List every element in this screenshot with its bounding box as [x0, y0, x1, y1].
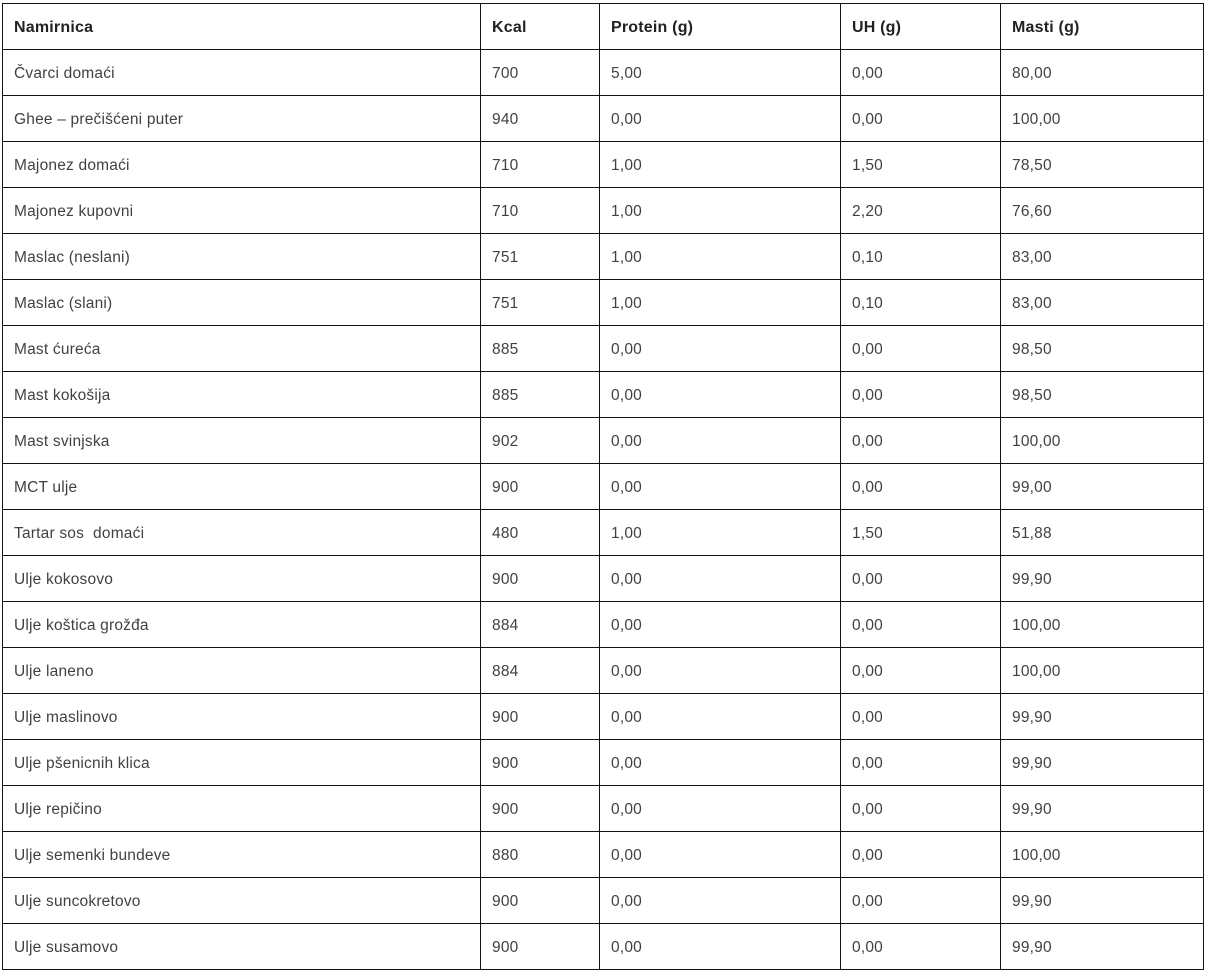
cell-kcal: 710	[481, 142, 600, 188]
cell-masti: 100,00	[1001, 96, 1204, 142]
cell-namirnica: Ulje kokosovo	[3, 556, 481, 602]
cell-uh: 0,00	[841, 648, 1001, 694]
cell-protein: 1,00	[600, 234, 841, 280]
table-row	[3, 648, 1204, 694]
cell-namirnica: Čvarci domaći	[3, 50, 481, 96]
cell-uh: 0,00	[841, 50, 1001, 96]
cell-masti: 99,90	[1001, 740, 1204, 786]
cell-masti: 100,00	[1001, 602, 1204, 648]
table-row	[3, 556, 1204, 602]
cell-kcal: 900	[481, 556, 600, 602]
cell-masti: 99,90	[1001, 556, 1204, 602]
cell-uh: 0,00	[841, 326, 1001, 372]
cell-uh: 0,00	[841, 602, 1001, 648]
cell-uh: 0,00	[841, 832, 1001, 878]
cell-uh: 0,00	[841, 786, 1001, 832]
cell-uh: 0,00	[841, 418, 1001, 464]
cell-kcal: 940	[481, 96, 600, 142]
cell-namirnica: Maslac (neslani)	[3, 234, 481, 280]
cell-masti: 99,90	[1001, 924, 1204, 970]
cell-kcal: 884	[481, 648, 600, 694]
cell-uh: 1,50	[841, 510, 1001, 556]
cell-kcal: 902	[481, 418, 600, 464]
column-header-kcal: Kcal	[481, 4, 600, 50]
cell-protein: 1,00	[600, 188, 841, 234]
cell-masti: 100,00	[1001, 832, 1204, 878]
cell-protein: 0,00	[600, 372, 841, 418]
cell-namirnica: Mast ćureća	[3, 326, 481, 372]
cell-namirnica: Mast kokošija	[3, 372, 481, 418]
table-row	[3, 142, 1204, 188]
table-row	[3, 694, 1204, 740]
cell-uh: 0,00	[841, 740, 1001, 786]
cell-namirnica: MCT ulje	[3, 464, 481, 510]
column-header-namirnica: Namirnica	[3, 4, 481, 50]
cell-namirnica: Mast svinjska	[3, 418, 481, 464]
table-row	[3, 924, 1204, 970]
table-row	[3, 510, 1204, 556]
cell-protein: 0,00	[600, 832, 841, 878]
cell-kcal: 900	[481, 786, 600, 832]
table-row	[3, 740, 1204, 786]
cell-namirnica: Ulje repičino	[3, 786, 481, 832]
column-header-protein: Protein (g)	[600, 4, 841, 50]
cell-kcal: 884	[481, 602, 600, 648]
cell-masti: 78,50	[1001, 142, 1204, 188]
cell-kcal: 900	[481, 878, 600, 924]
cell-uh: 0,00	[841, 96, 1001, 142]
cell-masti: 99,90	[1001, 786, 1204, 832]
cell-protein: 0,00	[600, 924, 841, 970]
cell-kcal: 900	[481, 464, 600, 510]
cell-namirnica: Ulje susamovo	[3, 924, 481, 970]
cell-protein: 0,00	[600, 96, 841, 142]
cell-masti: 51,88	[1001, 510, 1204, 556]
cell-protein: 1,00	[600, 510, 841, 556]
table-row	[3, 878, 1204, 924]
cell-uh: 0,00	[841, 556, 1001, 602]
cell-kcal: 710	[481, 188, 600, 234]
cell-protein: 0,00	[600, 878, 841, 924]
cell-protein: 0,00	[600, 786, 841, 832]
cell-namirnica: Ghee – prečišćeni puter	[3, 96, 481, 142]
cell-protein: 0,00	[600, 556, 841, 602]
cell-kcal: 480	[481, 510, 600, 556]
cell-protein: 0,00	[600, 602, 841, 648]
cell-uh: 0,10	[841, 280, 1001, 326]
cell-uh: 0,00	[841, 694, 1001, 740]
cell-namirnica: Ulje laneno	[3, 648, 481, 694]
table-row	[3, 234, 1204, 280]
cell-namirnica: Ulje semenki bundeve	[3, 832, 481, 878]
table-row	[3, 464, 1204, 510]
cell-masti: 98,50	[1001, 372, 1204, 418]
table-row	[3, 372, 1204, 418]
cell-masti: 76,60	[1001, 188, 1204, 234]
cell-protein: 0,00	[600, 740, 841, 786]
cell-masti: 80,00	[1001, 50, 1204, 96]
cell-kcal: 885	[481, 326, 600, 372]
table-row	[3, 418, 1204, 464]
cell-kcal: 700	[481, 50, 600, 96]
cell-namirnica: Maslac (slani)	[3, 280, 481, 326]
cell-protein: 0,00	[600, 648, 841, 694]
table-row	[3, 832, 1204, 878]
column-header-uh: UH (g)	[841, 4, 1001, 50]
cell-namirnica: Ulje koštica grožđa	[3, 602, 481, 648]
cell-kcal: 885	[481, 372, 600, 418]
cell-masti: 99,00	[1001, 464, 1204, 510]
cell-uh: 0,10	[841, 234, 1001, 280]
cell-masti: 100,00	[1001, 648, 1204, 694]
table-row	[3, 786, 1204, 832]
cell-uh: 0,00	[841, 878, 1001, 924]
cell-masti: 83,00	[1001, 234, 1204, 280]
cell-namirnica: Majonez domaći	[3, 142, 481, 188]
cell-kcal: 900	[481, 740, 600, 786]
cell-uh: 2,20	[841, 188, 1001, 234]
cell-masti: 99,90	[1001, 878, 1204, 924]
cell-protein: 0,00	[600, 418, 841, 464]
cell-masti: 83,00	[1001, 280, 1204, 326]
cell-namirnica: Ulje maslinovo	[3, 694, 481, 740]
cell-uh: 0,00	[841, 372, 1001, 418]
table-row	[3, 602, 1204, 648]
cell-masti: 98,50	[1001, 326, 1204, 372]
table-header-row	[3, 4, 1204, 50]
column-header-masti: Masti (g)	[1001, 4, 1204, 50]
cell-namirnica: Ulje pšenicnih klica	[3, 740, 481, 786]
nutrition-table	[2, 3, 1204, 970]
cell-kcal: 751	[481, 234, 600, 280]
cell-namirnica: Majonez kupovni	[3, 188, 481, 234]
table-row	[3, 280, 1204, 326]
cell-protein: 1,00	[600, 142, 841, 188]
table-row	[3, 188, 1204, 234]
cell-protein: 0,00	[600, 694, 841, 740]
table-row	[3, 326, 1204, 372]
cell-protein: 0,00	[600, 464, 841, 510]
cell-uh: 0,00	[841, 924, 1001, 970]
cell-kcal: 900	[481, 924, 600, 970]
cell-namirnica: Tartar sos domaći	[3, 510, 481, 556]
cell-protein: 0,00	[600, 326, 841, 372]
cell-namirnica: Ulje suncokretovo	[3, 878, 481, 924]
cell-masti: 99,90	[1001, 694, 1204, 740]
cell-uh: 0,00	[841, 464, 1001, 510]
table-row	[3, 50, 1204, 96]
cell-kcal: 751	[481, 280, 600, 326]
cell-kcal: 900	[481, 694, 600, 740]
cell-masti: 100,00	[1001, 418, 1204, 464]
cell-protein: 5,00	[600, 50, 841, 96]
table-row	[3, 96, 1204, 142]
cell-protein: 1,00	[600, 280, 841, 326]
cell-uh: 1,50	[841, 142, 1001, 188]
cell-kcal: 880	[481, 832, 600, 878]
